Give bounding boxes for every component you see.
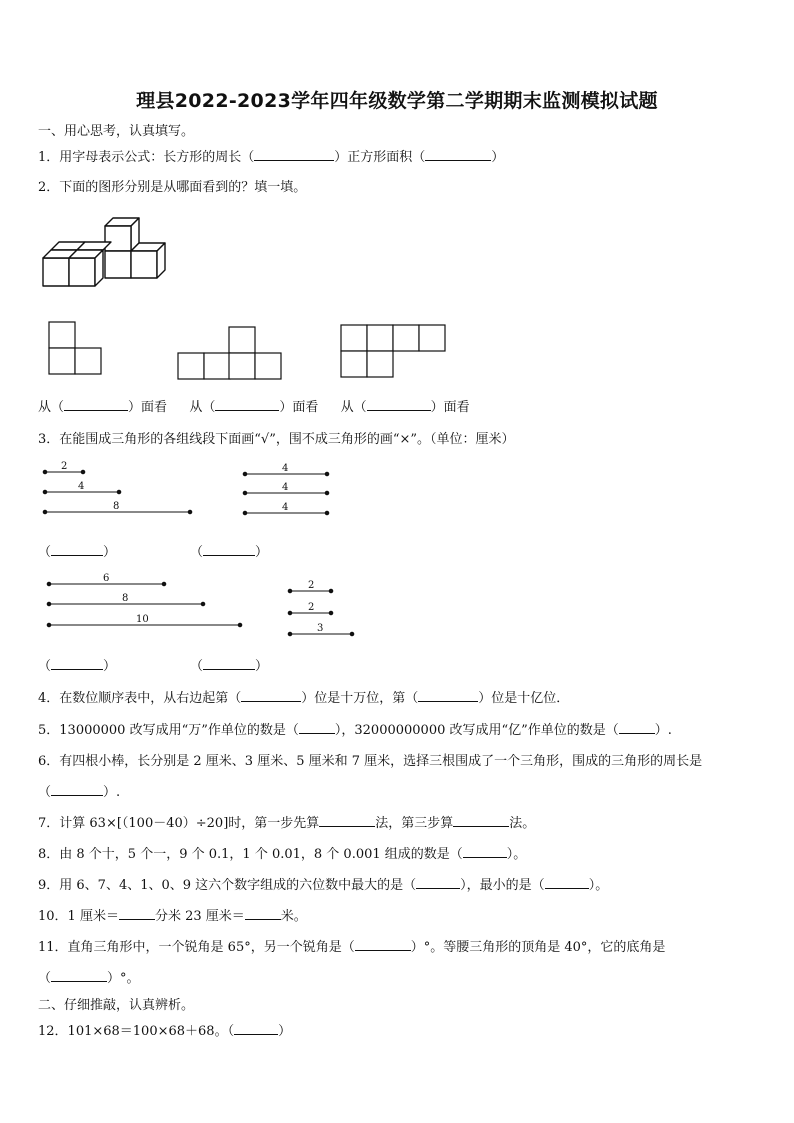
view-figure-1 <box>49 322 101 374</box>
question-8 <box>38 843 526 862</box>
g2-label-2: 4 <box>282 482 289 493</box>
q11-blank-1[interactable] <box>355 938 411 951</box>
g1-label-3: 8 <box>113 501 120 512</box>
q11-text-c: （ <box>38 971 52 986</box>
segment-group-1 <box>43 461 192 514</box>
q11-text-d: ）°。 <box>107 971 140 986</box>
q6-blank[interactable] <box>51 783 103 796</box>
q1-text-c: ） <box>491 150 505 165</box>
g1-label-2: 4 <box>78 481 85 492</box>
q5-text-a: 5．13000000 改写成用“万”作单位的数是（ <box>38 723 299 738</box>
q6-text-b: （ <box>38 785 52 800</box>
q7-text-b: 法，第三步算 <box>375 816 454 831</box>
paren-close: ） <box>255 659 269 674</box>
q2-from-1: 从（ <box>38 400 65 415</box>
q5-text-c: ）. <box>654 723 672 738</box>
q5-blank-1[interactable] <box>299 721 335 734</box>
segment-group-4 <box>288 580 354 636</box>
paren-open: （ <box>38 545 52 560</box>
q10-text-a: 10．1 厘米＝ <box>38 909 119 924</box>
paren-open: （ <box>190 659 204 674</box>
paren-open: （ <box>190 545 204 560</box>
q6-text-c: ）. <box>103 785 121 800</box>
q2-face-3: ）面看 <box>430 400 470 415</box>
q1-text-a: 1．用字母表示公式：长方形的周长（ <box>38 150 255 165</box>
q2-answers <box>38 396 470 415</box>
q12-blank[interactable] <box>234 1022 278 1035</box>
q9-text-b: ），最小的是（ <box>460 878 545 893</box>
q11-text-b: ）°。等腰三角形的顶角是 40°，它的底角是 <box>410 940 666 955</box>
g4-label-3: 3 <box>317 623 324 634</box>
segment-group-3 <box>47 573 242 627</box>
question-6: 6．有四根小棒，长分别是 2 厘米、3 厘米、5 厘米和 7 厘米，选择三根围成了一个三角形，围成的三角形的周长是 <box>38 754 703 769</box>
g2-label-1: 4 <box>282 463 289 474</box>
q10-blank-2[interactable] <box>245 907 281 920</box>
q10-blank-1[interactable] <box>119 907 155 920</box>
q5-blank-2[interactable] <box>619 721 655 734</box>
view-figure-3 <box>341 325 445 377</box>
question-9 <box>38 874 608 893</box>
q7-blank-1[interactable] <box>319 814 375 827</box>
q2-blank-2[interactable] <box>215 398 279 411</box>
q2-from-3: 从（ <box>340 400 367 415</box>
q4-blank-1[interactable] <box>241 689 301 702</box>
q3-answer-1 <box>38 541 116 560</box>
paren-open: （ <box>38 659 52 674</box>
page-title: 理县2022-2023学年四年级数学第二学期期末监测模拟试题 <box>136 90 658 112</box>
g2-label-3: 4 <box>282 502 289 513</box>
q9-text-c: ）。 <box>588 878 609 893</box>
q3-blank-1[interactable] <box>51 543 103 556</box>
q10-text-c: 米。 <box>280 909 307 924</box>
section-1-heading: 一、用心思考，认真填写。 <box>38 124 195 139</box>
q2-face-2: ）面看 <box>279 400 319 415</box>
question-4 <box>38 687 569 706</box>
question-3: 3．在能围成三角形的各组线段下面画“√”，围不成三角形的画“×”。（单位：厘米） <box>38 432 515 447</box>
q9-text-a: 9．用 6、7、4、1、0、9 这六个数字组成的六位数中最大的是（ <box>38 878 417 893</box>
segment-group-2 <box>243 463 329 515</box>
paren-close: ） <box>103 545 117 560</box>
q3-answer-2 <box>190 541 268 560</box>
view-figure-2 <box>178 327 281 379</box>
paren-close: ） <box>255 545 269 560</box>
q4-text-c: ）位是十亿位． <box>478 691 570 706</box>
g3-label-1: 6 <box>103 573 110 584</box>
q9-blank-1[interactable] <box>416 876 460 889</box>
q12-text-b: ） <box>278 1024 292 1039</box>
q11-text-a: 11．直角三角形中，一个锐角是 65°，另一个锐角是（ <box>38 940 355 955</box>
question-11 <box>38 936 665 955</box>
q2-face-1: ）面看 <box>128 400 168 415</box>
q2-from-2: 从（ <box>189 400 216 415</box>
paren-close: ） <box>103 659 117 674</box>
q3-blank-4[interactable] <box>203 657 255 670</box>
question-2: 2．下面的图形分别是从哪面看到的？填一填。 <box>38 180 307 195</box>
g1-label-1: 2 <box>61 461 68 472</box>
q3-blank-2[interactable] <box>203 543 255 556</box>
q8-blank[interactable] <box>463 845 507 858</box>
question-5 <box>38 719 672 738</box>
q11-blank-2[interactable] <box>51 969 107 982</box>
q3-blank-3[interactable] <box>51 657 103 670</box>
q7-text-c: 法。 <box>509 816 536 831</box>
question-6-cont <box>38 781 120 800</box>
question-10 <box>38 905 307 924</box>
g4-label-1: 2 <box>308 580 315 591</box>
q4-text-a: 4．在数位顺序表中，从右边起第（ <box>38 691 242 706</box>
q8-text-b: ）。 <box>506 847 527 862</box>
question-7 <box>38 812 535 831</box>
section-2-heading: 二、仔细推敲，认真辨析。 <box>38 998 195 1013</box>
g3-label-3: 10 <box>136 614 149 625</box>
g4-label-2: 2 <box>308 602 315 613</box>
q4-text-b: ）位是十万位，第（ <box>301 691 419 706</box>
q1-text-b: ）正方形面积（ <box>334 150 426 165</box>
q3-answer-4 <box>190 655 268 674</box>
q2-blank-1[interactable] <box>64 398 128 411</box>
q8-text-a: 8．由 8 个十，5 个一，9 个 0.1，1 个 0.01，8 个 0.001 组成的数是（ <box>38 847 463 862</box>
q12-text-a: 12．101×68＝100×68＋68。（ <box>38 1024 235 1039</box>
q9-blank-2[interactable] <box>545 876 589 889</box>
question-11-cont <box>38 967 140 986</box>
q10-text-b: 分米 23 厘米＝ <box>154 909 245 924</box>
cube-3d-figure <box>43 218 165 286</box>
q2-blank-3[interactable] <box>367 398 431 411</box>
q7-text-a: 7．计算 63×[（100－40）÷20]时，第一步先算 <box>38 816 320 831</box>
g3-label-2: 8 <box>122 593 129 604</box>
question-12 <box>38 1020 291 1039</box>
q4-blank-2[interactable] <box>418 689 478 702</box>
q5-text-b: ），32000000000 改写成用“亿”作单位的数是（ <box>334 723 619 738</box>
q3-answer-3 <box>38 655 116 674</box>
q7-blank-2[interactable] <box>453 814 509 827</box>
